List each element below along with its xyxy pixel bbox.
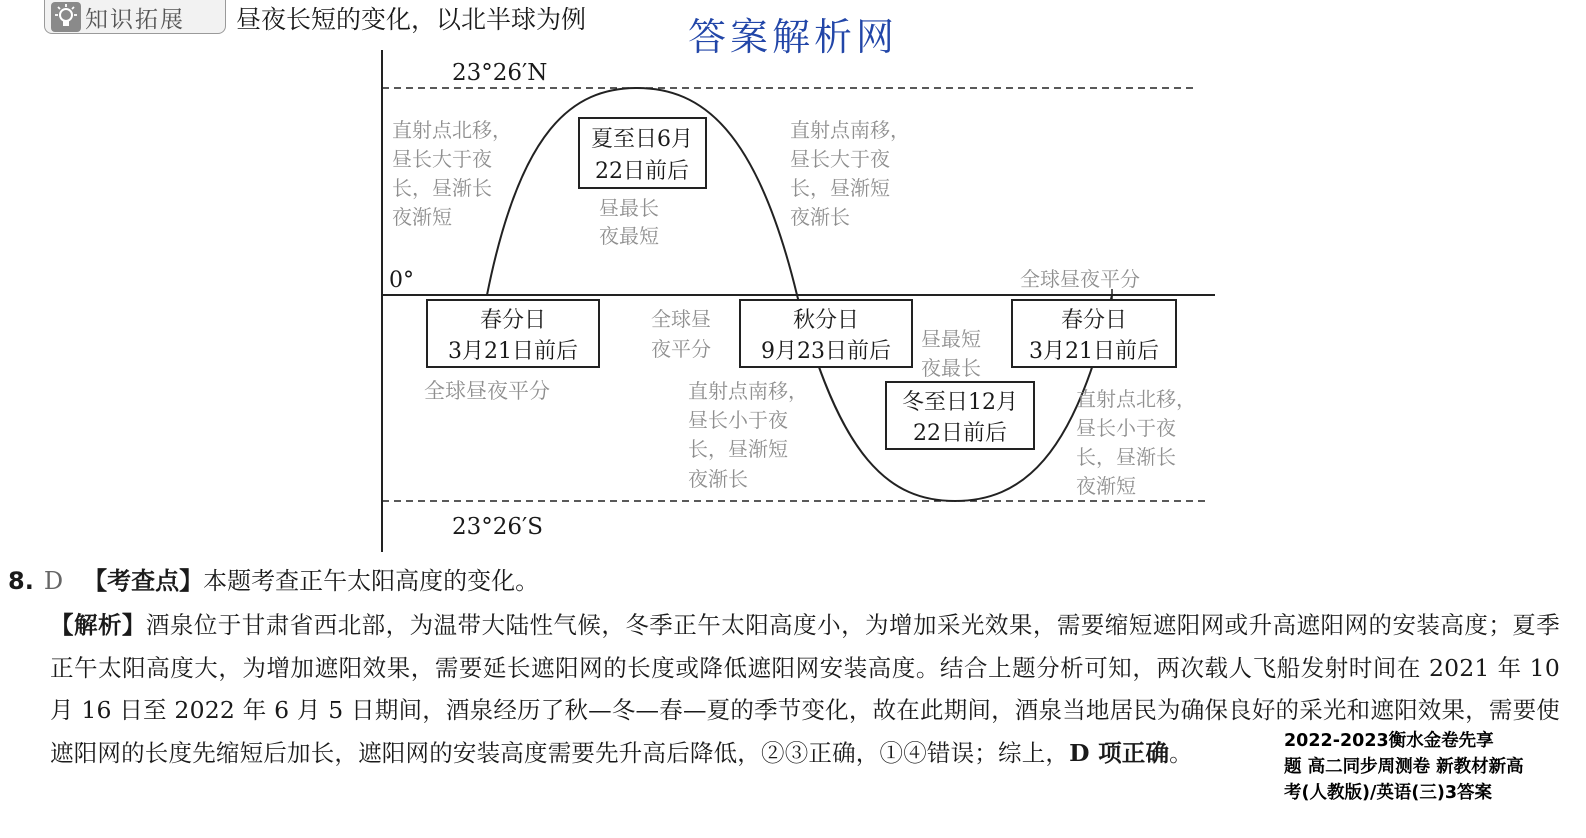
analysis-text: 酒泉位于甘肃省西北部，为温带大陆性气候，冬季正午太阳高度小，为增加采光效果，需要缩短遮阳网或升高遮阳网的安装高度；夏季正午太阳高度大，为增加遮阳效果，需要延长遮阳网的长度或降低遮阳网安装高度。结合上题分析可知，两次载人飞船发射时间在 2021 年 10 月 16 日至 2022 年 6 月 5 日期间，酒泉经历了秋—冬—春—夏的季节变化，故在此期间，酒泉当地居民为确保良好的采光和遮阳效果，需要使遮阳网的长度先缩短后加长，遮阳网的安装高度需要先升高后降低，②③正确，①④错误；综上， — [50, 611, 1560, 767]
svg-text:夜最长: 夜最长 — [921, 356, 981, 380]
svg-text:昼最长: 昼最长 — [599, 196, 659, 220]
overlay-line-2: 题 高二同步周测卷 新教材新高 — [1284, 757, 1524, 777]
note-north-moving-2 — [1076, 387, 1196, 498]
conclusion-text: D 项正确 — [1069, 738, 1170, 767]
svg-text:夜最短: 夜最短 — [599, 224, 659, 248]
analysis-label: 【解析】 — [50, 611, 146, 639]
badge-label: 知识拓展 — [85, 7, 185, 33]
spring-right-line-1: 春分日 — [1060, 308, 1128, 333]
svg-text:长，昼渐长: 长，昼渐长 — [1076, 445, 1176, 469]
overlay-line-3: 考(人教版)/英语(三)3答案 — [1284, 783, 1493, 803]
question-header — [8, 562, 1578, 600]
winter-line-2: 22日前后 — [913, 421, 1007, 446]
note-summer — [599, 196, 659, 248]
note-south-moving-2 — [688, 379, 808, 491]
note-north-moving-1 — [392, 118, 512, 229]
end-mark: 。 — [1169, 738, 1193, 767]
svg-text:直射点南移，: 直射点南移， — [790, 118, 910, 142]
section-title: 昼夜长短的变化，以北半球为例 — [236, 5, 587, 34]
summer-solstice-box — [579, 118, 706, 188]
svg-text:昼长大于夜: 昼长大于夜 — [790, 147, 890, 171]
summer-line-1: 夏至日6月 — [591, 127, 693, 152]
note-equal-top-right: 全球昼夜平分 — [1020, 267, 1140, 291]
note-equal-bottom-left: 全球昼夜平分 — [424, 379, 550, 403]
svg-text:长，昼渐短: 长，昼渐短 — [688, 437, 788, 461]
autumn-equinox-box — [740, 300, 912, 367]
svg-text:全球昼: 全球昼 — [651, 307, 711, 331]
svg-text:夜渐短: 夜渐短 — [392, 205, 452, 229]
svg-text:长，昼渐长: 长，昼渐长 — [392, 176, 492, 200]
summer-line-2: 22日前后 — [595, 159, 689, 184]
svg-text:夜渐长: 夜渐长 — [688, 467, 748, 491]
svg-text:昼长小于夜: 昼长小于夜 — [688, 408, 788, 432]
label-north: 23°26′N — [452, 60, 548, 86]
watermark-text: 答案解析网 — [688, 15, 899, 59]
note-winter — [921, 327, 981, 380]
svg-text:直射点北移，: 直射点北移， — [392, 118, 512, 142]
label-south: 23°26′S — [452, 514, 544, 540]
overlay-line-1: 2022-2023衡水金卷先享 — [1284, 731, 1494, 751]
note-south-moving-1 — [790, 118, 910, 229]
point-text: 本题考查正午太阳高度的变化。 — [203, 567, 540, 595]
spring-right-line-2: 3月21日前后 — [1029, 339, 1159, 364]
svg-text:昼长小于夜: 昼长小于夜 — [1076, 416, 1176, 440]
spring-equinox-box-left — [427, 300, 599, 367]
winter-solstice-box — [886, 382, 1034, 449]
point-label: 【考查点】 — [83, 566, 204, 595]
spring-equinox-box-right — [1012, 300, 1176, 367]
winter-line-1: 冬至日12月 — [902, 390, 1018, 415]
autumn-line-2: 9月23日前后 — [761, 339, 891, 364]
svg-text:昼长大于夜: 昼长大于夜 — [392, 147, 492, 171]
label-equator: 0° — [389, 268, 414, 293]
svg-text:长，昼渐短: 长，昼渐短 — [790, 176, 890, 200]
spring-left-line-1: 春分日 — [479, 308, 547, 333]
note-equal-mid — [651, 307, 711, 361]
svg-text:夜渐长: 夜渐长 — [790, 205, 850, 229]
overlay-caption — [1284, 728, 1584, 806]
svg-text:夜平分: 夜平分 — [651, 337, 711, 361]
svg-text:昼最短: 昼最短 — [921, 327, 981, 351]
svg-text:直射点北移，: 直射点北移， — [1076, 387, 1196, 411]
question-number: 8. — [8, 567, 34, 595]
svg-text:夜渐短: 夜渐短 — [1076, 474, 1136, 498]
answer-choice: D — [43, 567, 64, 595]
svg-text:直射点南移，: 直射点南移， — [688, 379, 808, 403]
spring-left-line-2: 3月21日前后 — [448, 339, 578, 364]
autumn-line-1: 秋分日 — [792, 308, 860, 333]
